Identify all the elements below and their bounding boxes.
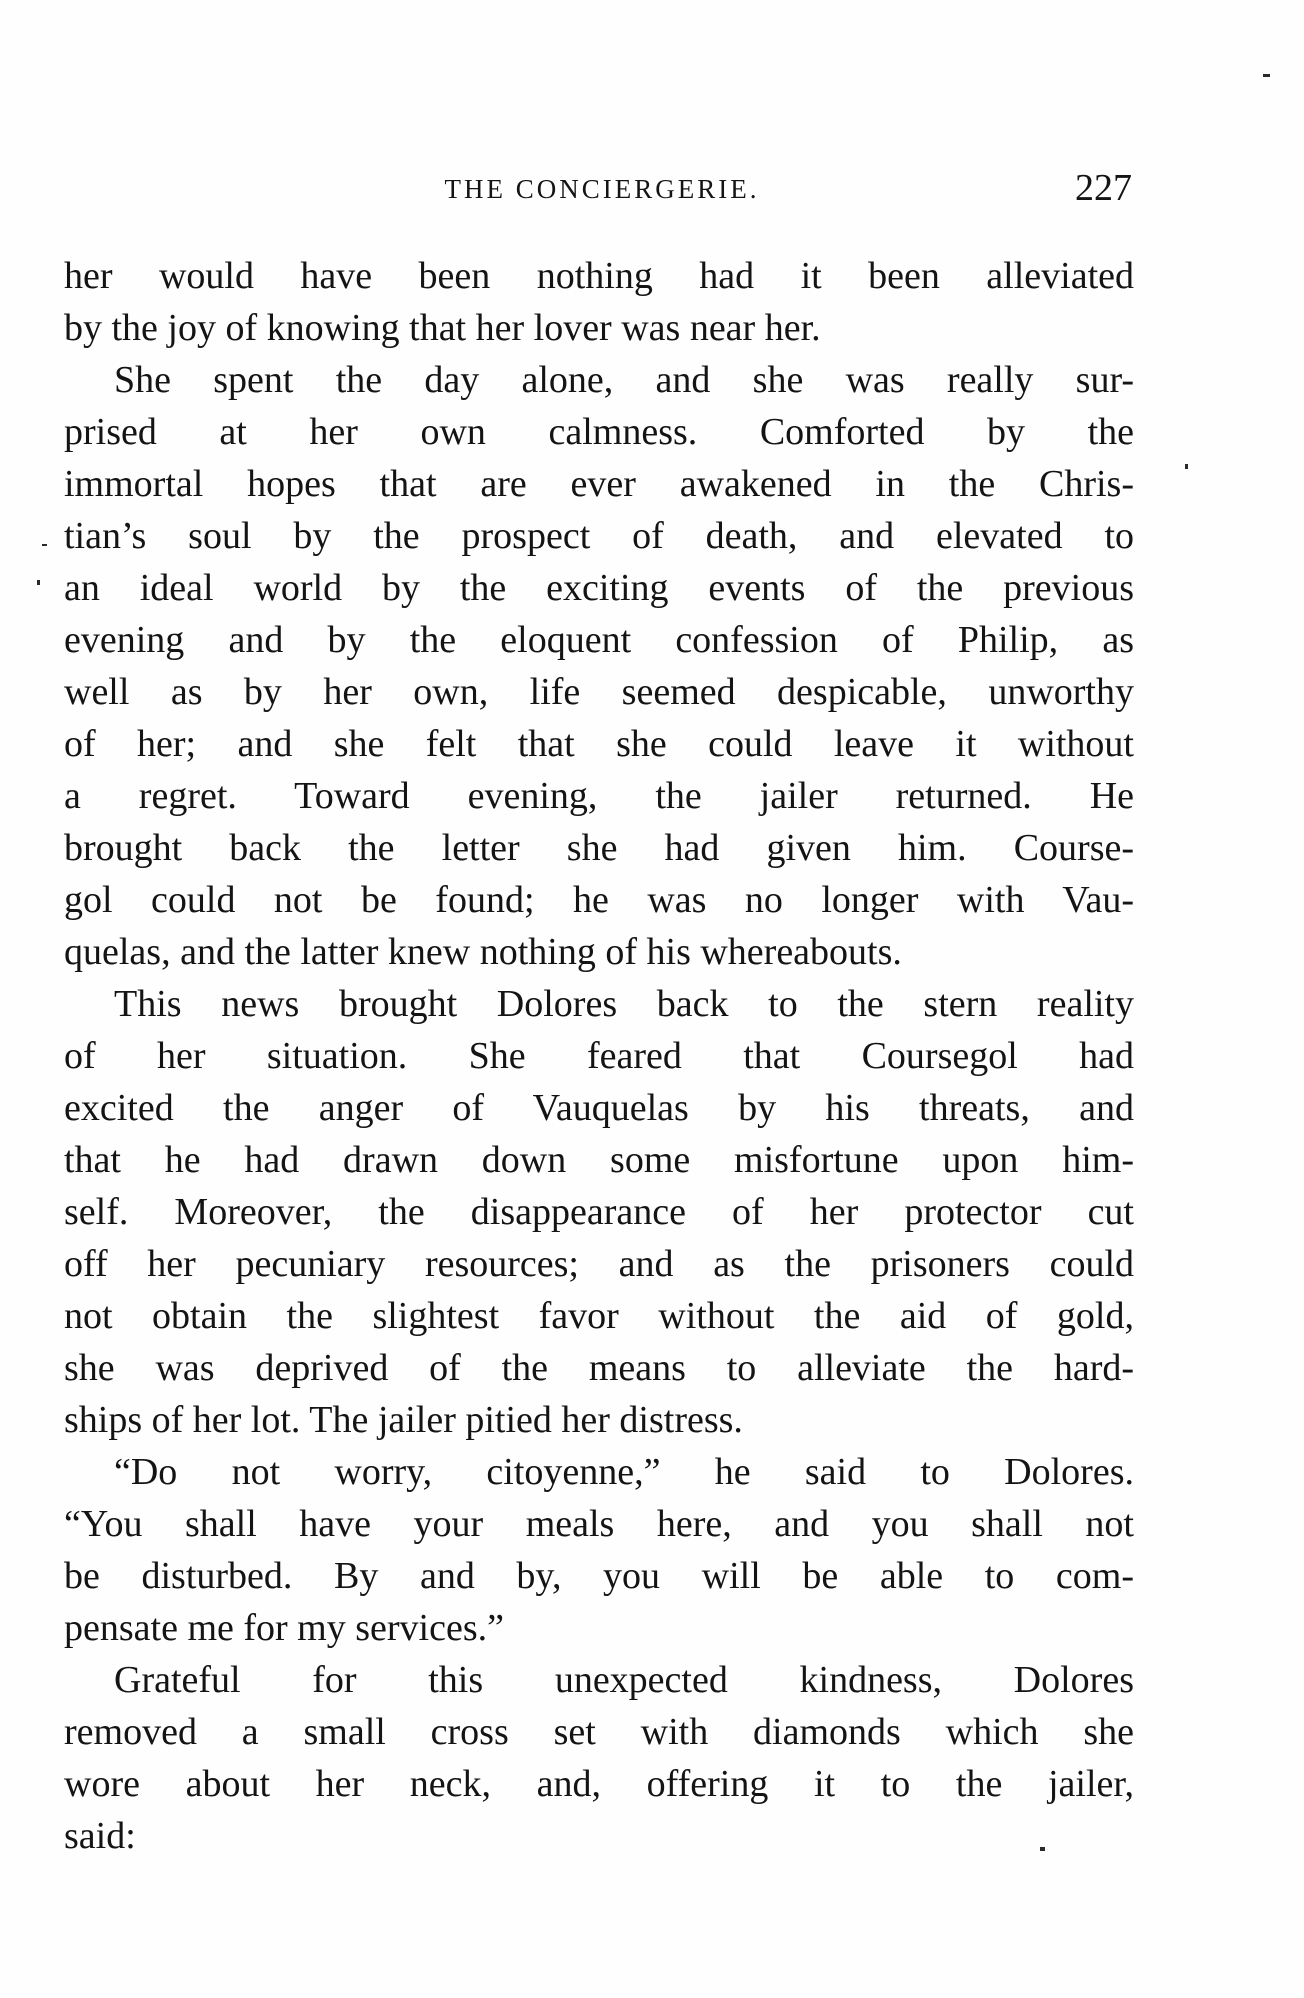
print-speck xyxy=(1040,1847,1045,1851)
print-speck xyxy=(1263,74,1270,77)
text-line: she was deprived of the means to alleviate the hard- xyxy=(64,1347,1134,1389)
text-line: removed a small cross set with diamonds which she xyxy=(64,1711,1134,1753)
print-speck xyxy=(37,580,40,585)
text-line: brought back the letter she had given him. Course- xyxy=(64,827,1134,869)
body-text xyxy=(64,250,1134,1862)
text-line: wore about her neck, and, offering it to the jailer, xyxy=(64,1763,1134,1805)
text-line: excited the anger of Vauquelas by his threats, and xyxy=(64,1087,1134,1129)
text-line: immortal hopes that are ever awakened in the Chris- xyxy=(64,463,1134,505)
text-line: of her; and she felt that she could leave it without xyxy=(64,723,1134,765)
text-line: gol could not be found; he was no longer with Vau- xyxy=(64,879,1134,921)
text-line: self. Moreover, the disappearance of her protector cut xyxy=(64,1191,1134,1233)
text-line: said: xyxy=(64,1815,136,1857)
print-speck xyxy=(1185,464,1188,469)
text-line: quelas, and the latter knew nothing of his whereabouts. xyxy=(64,931,902,973)
text-line: Grateful for this unexpected kindness, Dolores xyxy=(114,1659,1134,1701)
text-line: “Do not worry, citoyenne,” he said to Dolores. xyxy=(114,1451,1134,1493)
text-line: tian’s soul by the prospect of death, and elevated to xyxy=(64,515,1134,557)
text-line: evening and by the eloquent confession of Philip, as xyxy=(64,619,1134,661)
text-line: “You shall have your meals here, and you shall not xyxy=(64,1503,1134,1545)
text-line: be disturbed. By and by, you will be able to com- xyxy=(64,1555,1134,1597)
text-line: by the joy of knowing that her lover was near her. xyxy=(64,307,821,349)
text-line: of her situation. She feared that Coursegol had xyxy=(64,1035,1134,1077)
text-line: a regret. Toward evening, the jailer returned. He xyxy=(64,775,1134,817)
text-line: This news brought Dolores back to the stern reality xyxy=(114,983,1134,1025)
text-line: pensate me for my services.” xyxy=(64,1607,504,1649)
text-line: her would have been nothing had it been alleviated xyxy=(64,255,1134,297)
text-line: an ideal world by the exciting events of the previous xyxy=(64,567,1134,609)
page-number: 227 xyxy=(1075,167,1132,209)
text-line: well as by her own, life seemed despicable, unworthy xyxy=(64,671,1134,713)
text-line: prised at her own calmness. Comforted by the xyxy=(64,411,1134,453)
print-speck xyxy=(42,544,47,546)
running-title: THE CONCIERGERIE. xyxy=(444,174,760,204)
running-head xyxy=(72,167,1132,220)
text-line: not obtain the slightest favor without the aid of gold, xyxy=(64,1295,1134,1337)
text-line: that he had drawn down some misfortune upon him- xyxy=(64,1139,1134,1181)
text-line: ships of her lot. The jailer pitied her distress. xyxy=(64,1399,743,1441)
text-line: She spent the day alone, and she was really sur- xyxy=(114,359,1134,401)
text-line: off her pecuniary resources; and as the prisoners could xyxy=(64,1243,1134,1285)
